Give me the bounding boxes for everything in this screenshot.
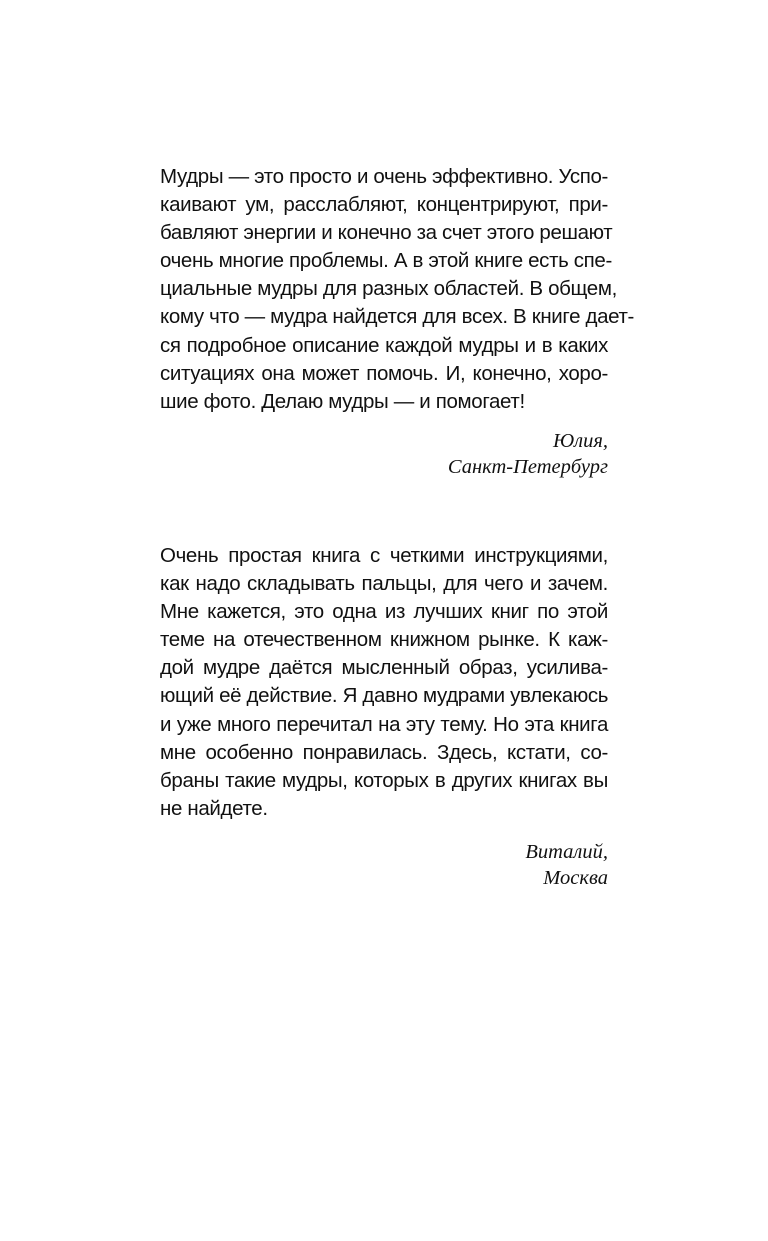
text-line: ся подробное описание каждой мудры и в каких [160,333,608,357]
signature-city: Санкт-Петербург [447,455,608,478]
text-line: очень многие проблемы. А в этой книге есть спе- [160,249,612,273]
text-line: кому что — мудра найдется для всех. В книге дает- [160,305,635,329]
text-line: шие фото. Делаю мудры — и помогает! [160,389,525,413]
signature-author: Юлия, [552,429,608,452]
text-line: ющий её действие. Я давно мудрами увлекаюсь [160,684,609,708]
text-line: и уже много перечитал на эту тему. Но эта книга [160,712,608,736]
review-signature [160,839,608,891]
text-line: Мудры — это просто и очень эффективно. Успо- [160,165,608,188]
text-line: циальные мудры для разных областей. В общем, [160,277,617,301]
text-line: ситуациях она может помочь. И, конечно, хоро- [160,361,608,385]
text-line: браны такие мудры, которых в других книгах вы [160,768,608,792]
review-2 [160,542,608,891]
review-text [160,163,635,416]
text-line: бавляют энергии и конечно за счет этого решают [160,221,613,245]
text-line: мне особенно понравилась. Здесь, кстати, со- [160,740,608,764]
text-line: не найдете. [160,796,268,820]
review-1 [160,163,635,480]
text-line: каивают ум, расслабляют, концентрируют, при- [160,193,608,217]
review-signature [160,428,608,480]
text-line: дой мудре даётся мысленный образ, усилива- [160,656,608,680]
text-line: Мне кажется, это одна из лучших книг по этой [160,600,608,624]
review-text [160,542,608,823]
text-line: теме на отечественном книжном рынке. К каж- [160,628,608,652]
text-line: Очень простая книга с четкими инструкциями, [160,544,608,567]
signature-author: Виталий, [525,840,608,863]
signature-city: Москва [543,866,608,889]
text-line: как надо складывать пальцы, для чего и зачем. [160,572,608,596]
